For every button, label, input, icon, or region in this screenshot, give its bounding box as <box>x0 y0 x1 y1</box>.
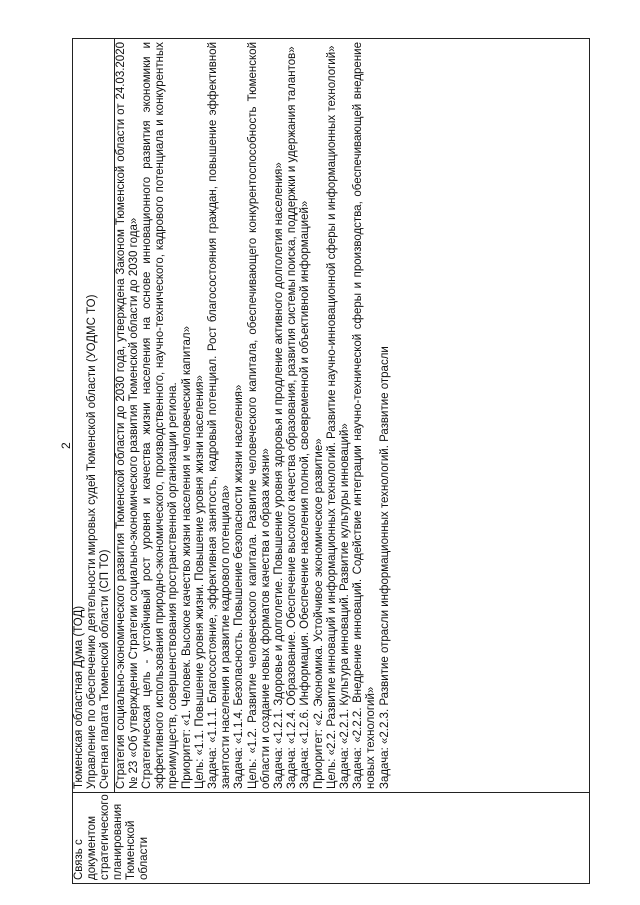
table-row <box>73 39 590 884</box>
task-2-2-2: Задача: «2.2.2. Внедрение инноваций. Содействие интеграции научно-технической сферы и производства, обеспечивающей внедрение новых технологий» <box>352 42 378 789</box>
priority-1: Приоритет: «1. Человек. Высокое качество жизни населения и человеческий капитал» <box>180 326 193 789</box>
organizations-block <box>73 39 115 792</box>
goal-1-2: Цель: «1.2. Развитие человеческого капитала. Развитие человеческого капитала, обеспечивающего конкурентоспособность Тюменской области и создание новых форматов качества и образа жизни» <box>246 42 272 789</box>
row-label: Связь с документом стратегического планирования Тюменской области <box>73 794 150 880</box>
row-label-cell <box>73 793 590 884</box>
organization-uodms: Управление по обеспечению деятельности мировых судей Тюменской области (УОДМС ТО) <box>86 294 99 789</box>
task-1-2-4: Задача: «1.2.4. Образование. Обеспечение высокого качества образования, развития системы поиска, поддержки и удержания талантов» <box>286 46 299 789</box>
task-2-2-1: Задача: «2.2.1. Культура инноваций. Развитие культуры инноваций» <box>339 423 352 789</box>
task-1-1-4: Задача: «1.1.4. Безопасность. Повышение безопасности жизни населения» <box>233 384 246 789</box>
task-1-2-6: Задача: «1.2.6. Информация. Обеспечение населения полной, своевременной и объективной информацией» <box>299 200 312 789</box>
task-2-2-3: Задача: «2.2.3. Развитие отрасли информационных технологий. Развитие отрасли <box>378 346 391 789</box>
rotated-page-content <box>72 38 590 884</box>
organization-tod: Тюменская областная Дума (ТОД) <box>73 605 85 789</box>
organization-sp: Счетная палата Тюменской области (СП ТО) <box>99 549 112 789</box>
goal-1-1: Цель: «1.1. Повышение уровня жизни. Повышение уровня жизни населения» <box>193 375 206 789</box>
page-number: 2 <box>59 442 73 449</box>
task-1-1-1: Задача: «1.1.1. Благосостояние, эффективная занятость, кадровый потенциал. Рост благосостояния граждан, повышение эффективной занятости населения и развитие кадрового потенциала» <box>207 42 233 789</box>
content-cell <box>73 39 590 793</box>
strategic-goal: Стратегическая цель - устойчивый рост уровня и качества жизни населения на основе инновационного развития экономики и эффективного использования природно-экономического, производственного, научно-технического, кадрового потенциала и конкурентных преимуществ, совершенствования пространственной организации региона. <box>141 42 180 789</box>
strategy-link-table <box>72 38 590 884</box>
task-1-2-1: Задача: «1.2.1. Здоровье и долголетие. Повышение уровня здоровья и продление активного долголетия населения» <box>273 162 286 789</box>
priority-2: Приоритет: «2. Экономика. Устойчивое экономическое развитие» <box>312 438 325 789</box>
strategy-document: Стратегия социально-экономического развития Тюменской области до 2030 года, утверждена Законом Тюменской области от 24.03.2020 № 23 «Об утверждении Стратегии социально-экономического развития Тюменской области до 2030 года» <box>114 42 140 789</box>
goal-2-2: Цель: «2.2. Развитие инноваций и информационных технологий. Развитие научно-инновационной сферы и информационных технологий» <box>325 45 338 789</box>
